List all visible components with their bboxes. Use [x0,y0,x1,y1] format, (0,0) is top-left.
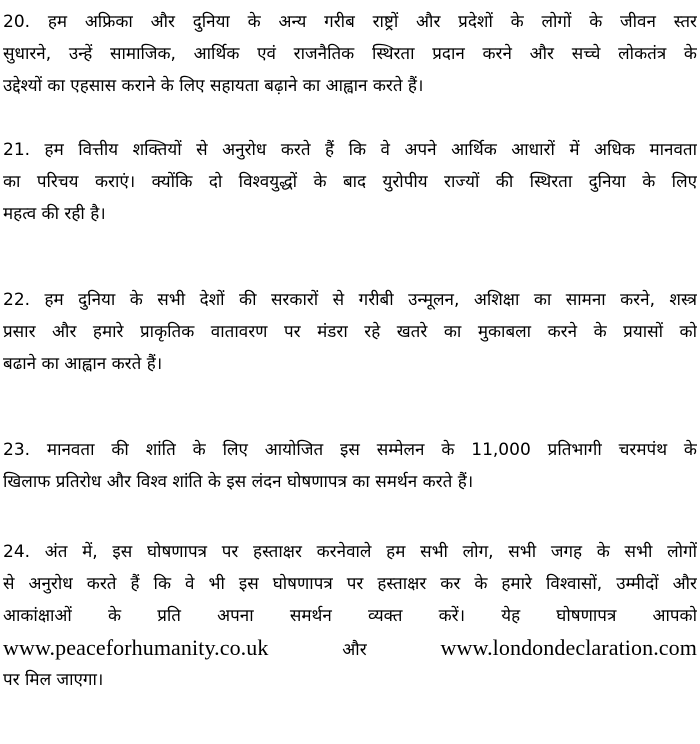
paragraph-line: प्रसार और हमारे प्राकृतिक वातावरण पर मंडरा रहे खतरे का मुकाबला करने के प्रयासों को [3,322,697,342]
paragraph-22 [3,284,697,380]
paragraph-line: से अनुरोध करते हैं कि वे भी इस घोषणापत्र पर हस्ताक्षर कर के हमारे विश्वासों, उम्मीदों और [3,574,697,594]
paragraph-line: सुधारने, उन्हें सामाजिक, आर्थिक एवं राजनैतिक स्थिरता प्रदान करने और सच्चे लोकतंत्र के [3,44,697,64]
paragraph-line: का परिचय कराएं। क्योंकि दो विश्वयुद्धों के बाद युरोपीय राज्यों की स्थिरता दुनिया के लिए [3,172,697,192]
website-link-peaceforhumanity[interactable]: www.peaceforhumanity.co.uk [3,635,269,660]
paragraph-20 [3,6,697,102]
paragraph-23 [3,434,697,498]
paragraph-21 [3,134,697,230]
paragraph-line: बढाने का आह्वान करते हैं। [3,354,163,374]
paragraph-line: 24. अंत में, इस घोषणापत्र पर हस्ताक्षर करनेवाले हम सभी लोग, सभी जगह के सभी लोगों [3,542,697,562]
website-link-londondeclaration[interactable]: www.londondeclaration.com [440,635,697,660]
website-line [3,632,697,664]
paragraph-line: आकांक्षाओं के प्रति अपना समर्थन व्यक्त करें। येह घोषणापत्र आपको [3,606,697,626]
website-joiner: और [342,640,367,660]
paragraph-line: महत्व की रही है। [3,204,106,224]
paragraph-line: 20. हम अफ्रिका और दुनिया के अन्य गरीब राष्ट्रों और प्रदेशों के लोगों के जीवन स्तर [3,12,697,32]
paragraph-24 [3,536,697,696]
closing-line: पर मिल जाएगा। [3,670,104,690]
paragraph-line: उद्देश्यों का एहसास कराने के लिए सहायता बढ़ाने का आह्वान करते हैं। [3,76,424,96]
paragraph-line: खिलाफ प्रतिरोध और विश्व शांति के इस लंदन घोषणापत्र का समर्थन करते हैं। [3,472,474,492]
paragraph-line: 23. मानवता की शांति के लिए आयोजित इस सम्मेलन के 11,000 प्रतिभागी चरमपंथ के [3,440,697,460]
paragraph-line: 21. हम वित्तीय शक्तियों से अनुरोध करते हैं कि वे अपने आर्थिक आधारों में अधिक मानवता [3,140,697,160]
paragraph-line: 22. हम दुनिया के सभी देशों की सरकारों से गरीबी उन्मूलन, अशिक्षा का सामना करने, शस्त्र [3,290,697,310]
